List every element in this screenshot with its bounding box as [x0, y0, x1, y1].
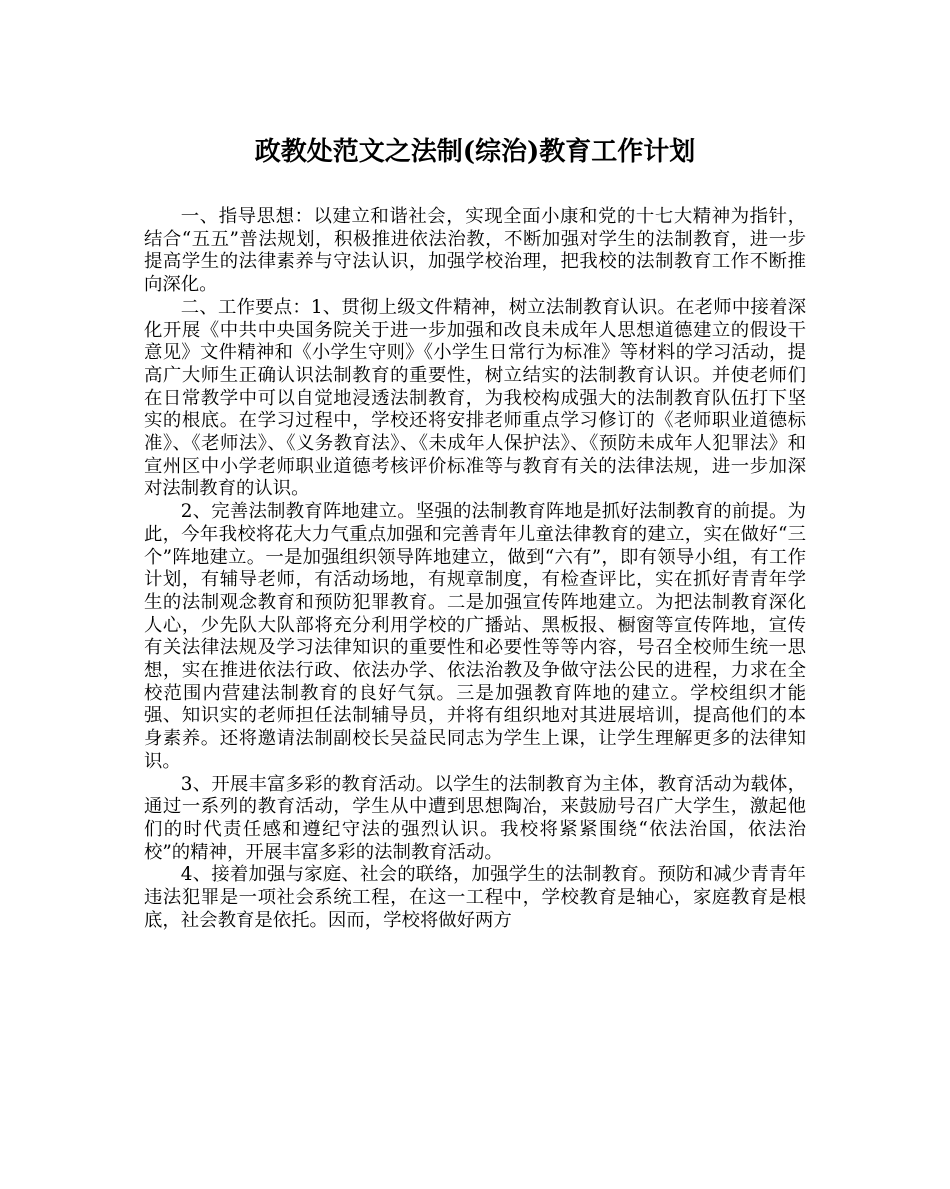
document-title: 政教处范文之法制(综治)教育工作计划	[254, 137, 696, 167]
paragraph-education-activities: 3、开展丰富多彩的教育活动。以学生的法制教育为主体，教育活动为载体，通过一系列的教育活动，学生从中遭到思想陶冶，来鼓励号召广大学生，激起他们的时代责任感和遵纪守法的强烈认识。我校将紧紧围绕“依法治国，依法治校”的精神，开展丰富多彩的法制教育活动。	[144, 773, 806, 863]
paragraph-family-society: 4、接着加强与家庭、社会的联络，加强学生的法制教育。预防和减少青青年违法犯罪是一项社会系统工程，在这一工程中，学校教育是轴心，家庭教育是根底，社会教育是依托。因而，学校将做好两方	[144, 864, 806, 931]
document-body	[144, 206, 806, 933]
paragraph-guiding-principle: 一、指导思想：以建立和谐社会，实现全面小康和党的十七大精神为指针，结合“五五”普法规划，积极推进依法治教，不断加强对学生的法制教育，进一步提高学生的法律素养与守法认识，加强学校治理，把我校的法制教育工作不断推向深化。	[144, 206, 806, 296]
paragraph-education-base: 2、完善法制教育阵地建立。坚强的法制教育阵地是抓好法制教育的前提。为此，今年我校将花大力气重点加强和完善青年儿童法律教育的建立，实在做好“三个”阵地建立。一是加强组织领导阵地建立，做到“六有”，即有领导小组，有工作计划，有辅导老师，有活动场地，有规章制度，有检查评比，实在抓好青青年学生的法制观念教育和预防犯罪教育。二是加强宣传阵地建立。为把法制教育深化人心，少先队大队部将充分利用学校的广播站、黑板报、橱窗等宣传阵地，宣传有关法律法规及学习法律知识的重要性和必要性等等内容，号召全校师生统一思想，实在推进依法行政、依法办学、依法治教及争做守法公民的进程，力求在全校范围内营建法制教育的良好气氛。三是加强教育阵地的建立。学校组织才能强、知识实的老师担任法制辅导员，并将有组织地对其进展培训，提高他们的本身素养。还将邀请法制副校长吴益民同志为学生上课，让学生理解更多的法律知识。	[144, 501, 806, 772]
paragraph-work-points: 二、工作要点：1、贯彻上级文件精神，树立法制教育认识。在老师中接着深化开展《中共中央国务院关于进一步加强和改良未成年人思想道德建立的假设干意见》文件精神和《小学生守则》《小学生日常行为标准》等材料的学习活动，提高广大师生正确认识法制教育的重要性，树立结实的法制教育认识。并使老师们在日常教学中可以自觉地浸透法制教育，为我校构成强大的法制教育队伍打下坚实的根底。在学习过程中，学校还将安排老师重点学习修订的《老师职业道德标准》、《老师法》、《义务教育法》、《未成年人保护法》、《预防未成年人犯罪法》和宣州区中小学老师职业道德考核评价标准等与教育有关的法律法规，进一步加深对法制教育的认识。	[144, 296, 806, 500]
